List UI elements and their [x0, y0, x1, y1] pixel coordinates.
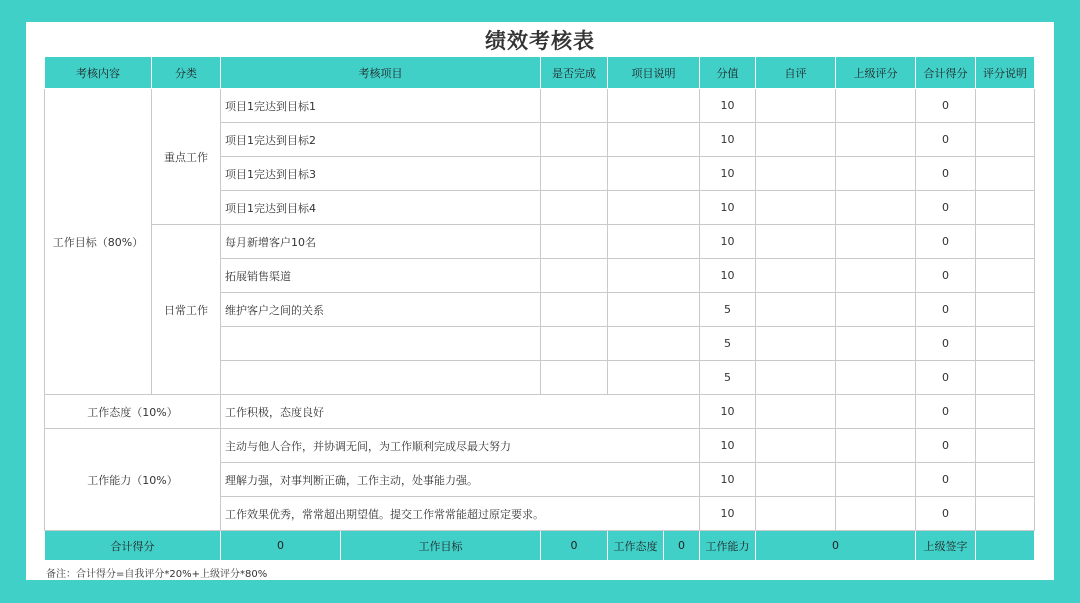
item-cell[interactable]: 拓展销售渠道	[221, 259, 541, 293]
remark-cell[interactable]	[976, 395, 1035, 429]
category-daily-work: 日常工作	[152, 225, 221, 395]
score-cell[interactable]: 10	[700, 225, 756, 259]
self-score-cell[interactable]	[756, 429, 836, 463]
total-cell[interactable]: 0	[916, 361, 976, 395]
superior-score-cell[interactable]	[836, 497, 916, 531]
score-cell[interactable]: 10	[700, 463, 756, 497]
summary-attitude-value[interactable]: 0	[664, 531, 700, 561]
header-self-score: 自评	[756, 57, 836, 89]
score-cell[interactable]: 10	[700, 259, 756, 293]
total-cell[interactable]: 0	[916, 157, 976, 191]
remark-cell[interactable]	[976, 259, 1035, 293]
superior-score-cell[interactable]	[836, 157, 916, 191]
summary-ability-label: 工作能力	[700, 531, 756, 561]
total-cell[interactable]: 0	[916, 429, 976, 463]
total-cell[interactable]: 0	[916, 395, 976, 429]
summary-signature-value[interactable]	[976, 531, 1035, 561]
self-score-cell[interactable]	[756, 259, 836, 293]
score-cell[interactable]: 10	[700, 497, 756, 531]
self-score-cell[interactable]	[756, 361, 836, 395]
completed-cell[interactable]	[541, 293, 608, 327]
remark-cell[interactable]	[976, 327, 1035, 361]
description-cell[interactable]	[608, 259, 700, 293]
completed-cell[interactable]	[541, 157, 608, 191]
item-cell[interactable]: 项目1完达到目标1	[221, 89, 541, 123]
self-score-cell[interactable]	[756, 157, 836, 191]
description-cell[interactable]	[608, 327, 700, 361]
score-cell[interactable]: 10	[700, 157, 756, 191]
superior-score-cell[interactable]	[836, 225, 916, 259]
self-score-cell[interactable]	[756, 191, 836, 225]
completed-cell[interactable]	[541, 225, 608, 259]
remark-cell[interactable]	[976, 463, 1035, 497]
description-cell[interactable]	[608, 89, 700, 123]
summary-ability-value[interactable]: 0	[756, 531, 916, 561]
table-row	[45, 89, 1035, 123]
superior-score-cell[interactable]	[836, 123, 916, 157]
summary-goal-value[interactable]: 0	[541, 531, 608, 561]
score-cell[interactable]: 10	[700, 191, 756, 225]
superior-score-cell[interactable]	[836, 259, 916, 293]
completed-cell[interactable]	[541, 191, 608, 225]
self-score-cell[interactable]	[756, 395, 836, 429]
total-cell[interactable]: 0	[916, 225, 976, 259]
completed-cell[interactable]	[541, 327, 608, 361]
self-score-cell[interactable]	[756, 463, 836, 497]
sheet	[26, 22, 1054, 580]
summary-total-value[interactable]: 0	[221, 531, 341, 561]
summary-goal-label: 工作目标	[341, 531, 541, 561]
superior-score-cell[interactable]	[836, 361, 916, 395]
superior-score-cell[interactable]	[836, 395, 916, 429]
score-cell[interactable]: 10	[700, 89, 756, 123]
description-cell[interactable]	[608, 361, 700, 395]
item-cell[interactable]: 工作积极，态度良好	[221, 395, 700, 429]
appraisal-table	[44, 56, 1035, 561]
superior-score-cell[interactable]	[836, 293, 916, 327]
superior-score-cell[interactable]	[836, 191, 916, 225]
header-item: 考核项目	[221, 57, 541, 89]
remark-cell[interactable]	[976, 293, 1035, 327]
group-work-goal: 工作目标（80%）	[45, 89, 152, 395]
header-completed: 是否完成	[541, 57, 608, 89]
score-cell[interactable]: 5	[700, 361, 756, 395]
header-description: 项目说明	[608, 57, 700, 89]
total-cell[interactable]: 0	[916, 191, 976, 225]
category-key-work: 重点工作	[152, 89, 221, 225]
page-title: 绩效考核表	[485, 29, 595, 53]
footnote: 备注：合计得分=自我评分*20%+上级评分*80%	[46, 569, 268, 580]
completed-cell[interactable]	[541, 123, 608, 157]
summary-total-label: 合计得分	[45, 531, 221, 561]
item-cell[interactable]: 主动与他人合作，并协调无间，为工作顺利完成尽最大努力	[221, 429, 700, 463]
superior-score-cell[interactable]	[836, 89, 916, 123]
remark-cell[interactable]	[976, 89, 1035, 123]
total-cell[interactable]: 0	[916, 293, 976, 327]
item-cell[interactable]: 项目1完达到目标4	[221, 191, 541, 225]
remark-cell[interactable]	[976, 225, 1035, 259]
description-cell[interactable]	[608, 157, 700, 191]
self-score-cell[interactable]	[756, 497, 836, 531]
summary-signature-label: 上级签字	[916, 531, 976, 561]
group-attitude: 工作态度（10%）	[45, 395, 221, 429]
remark-cell[interactable]	[976, 157, 1035, 191]
item-cell[interactable]: 每月新增客户10名	[221, 225, 541, 259]
total-cell[interactable]: 0	[916, 259, 976, 293]
table-row	[45, 225, 1035, 259]
item-cell[interactable]: 项目1完达到目标3	[221, 157, 541, 191]
description-cell[interactable]	[608, 225, 700, 259]
completed-cell[interactable]	[541, 89, 608, 123]
header-total: 合计得分	[916, 57, 976, 89]
header-row	[45, 57, 1035, 89]
item-cell[interactable]: 维护客户之间的关系	[221, 293, 541, 327]
header-category: 分类	[152, 57, 221, 89]
total-cell[interactable]: 0	[916, 497, 976, 531]
score-cell[interactable]: 5	[700, 293, 756, 327]
total-cell[interactable]: 0	[916, 123, 976, 157]
self-score-cell[interactable]	[756, 225, 836, 259]
header-content: 考核内容	[45, 57, 152, 89]
summary-attitude-label: 工作态度	[608, 531, 664, 561]
score-cell[interactable]: 10	[700, 429, 756, 463]
superior-score-cell[interactable]	[836, 327, 916, 361]
self-score-cell[interactable]	[756, 327, 836, 361]
score-cell[interactable]: 10	[700, 123, 756, 157]
remark-cell[interactable]	[976, 191, 1035, 225]
header-score: 分值	[700, 57, 756, 89]
self-score-cell[interactable]	[756, 293, 836, 327]
item-cell[interactable]: 理解力强，对事判断正确，工作主动，处事能力强。	[221, 463, 700, 497]
self-score-cell[interactable]	[756, 89, 836, 123]
total-cell[interactable]: 0	[916, 327, 976, 361]
item-cell[interactable]: 工作效果优秀，常常超出期望值。提交工作常常能超过原定要求。	[221, 497, 700, 531]
table-row	[45, 395, 1035, 429]
score-cell[interactable]: 5	[700, 327, 756, 361]
header-superior-score: 上级评分	[836, 57, 916, 89]
description-cell[interactable]	[608, 123, 700, 157]
total-cell[interactable]: 0	[916, 463, 976, 497]
remark-cell[interactable]	[976, 361, 1035, 395]
remark-cell[interactable]	[976, 429, 1035, 463]
remark-cell[interactable]	[976, 497, 1035, 531]
self-score-cell[interactable]	[756, 123, 836, 157]
item-cell[interactable]	[221, 327, 541, 361]
item-cell[interactable]: 项目1完达到目标2	[221, 123, 541, 157]
remark-cell[interactable]	[976, 123, 1035, 157]
summary-row	[45, 531, 1035, 561]
description-cell[interactable]	[608, 191, 700, 225]
table-row	[45, 429, 1035, 463]
description-cell[interactable]	[608, 293, 700, 327]
group-ability: 工作能力（10%）	[45, 429, 221, 531]
superior-score-cell[interactable]	[836, 463, 916, 497]
completed-cell[interactable]	[541, 361, 608, 395]
total-cell[interactable]: 0	[916, 89, 976, 123]
header-remark: 评分说明	[976, 57, 1035, 89]
item-cell[interactable]	[221, 361, 541, 395]
completed-cell[interactable]	[541, 259, 608, 293]
superior-score-cell[interactable]	[836, 429, 916, 463]
score-cell[interactable]: 10	[700, 395, 756, 429]
